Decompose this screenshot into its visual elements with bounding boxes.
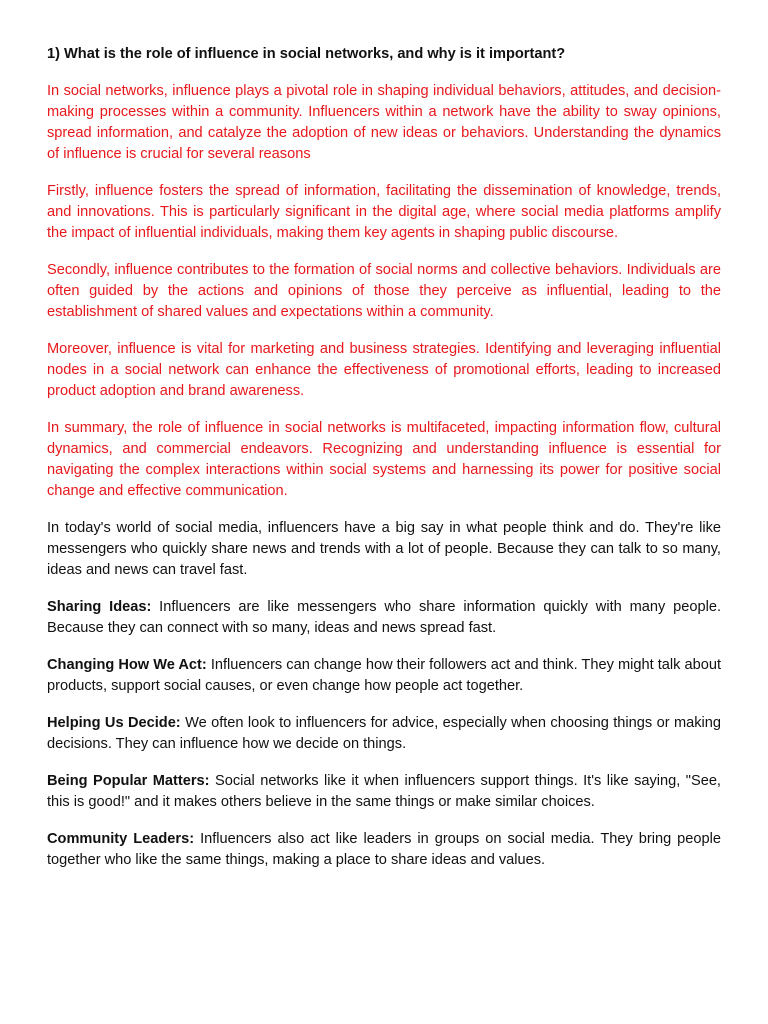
point-being-popular-matters	[47, 771, 721, 813]
point-text: Influencers are like messengers who share information quickly with many people. Because they can connect with so many, ideas and news spread fast.	[47, 599, 721, 636]
answer-paragraph: Moreover, influence is vital for marketing and business strategies. Identifying and leveraging influential nodes in a social network can enhance the effectiveness of promotional efforts, leading to increased product adoption and brand awareness.	[47, 341, 721, 399]
point-text: We often look to influencers for advice, especially when choosing things or making decisions. They can influence how we decide on things.	[47, 715, 721, 752]
point-community-leaders	[47, 829, 721, 871]
point-term: Changing How We Act:	[47, 657, 207, 673]
point-term: Sharing Ideas:	[47, 599, 152, 615]
intro-paragraph: In today's world of social media, influencers have a big say in what people think and do. They're like messengers who quickly share news and trends with a lot of people. Because they can talk to so many, ideas and news can travel fast.	[47, 520, 721, 578]
point-changing-how-we-act	[47, 655, 721, 697]
answer-paragraph: Firstly, influence fosters the spread of information, facilitating the dissemination of knowledge, trends, and innovations. This is particularly significant in the digital age, where social media platforms amplify the impact of influential individuals, making them key agents in shaping public discourse.	[47, 183, 721, 241]
point-text: Social networks like it when influencers support things. It's like saying, "See, this is good!" and it makes others believe in the same things or make similar choices.	[47, 773, 721, 810]
point-text: Influencers can change how their followers act and think. They might talk about products, support social causes, or even change how people act together.	[47, 657, 722, 694]
point-text: Influencers also act like leaders in groups on social media. They bring people together who like the same things, making a place to share ideas and values.	[47, 831, 722, 868]
point-term: Community Leaders:	[47, 831, 195, 847]
point-helping-us-decide	[47, 713, 721, 755]
answer-paragraph: In social networks, influence plays a pivotal role in shaping individual behaviors, attitudes, and decision-making processes within a community. Influencers within a network have the ability to sway opinions, spread information, and catalyze the adoption of new ideas or behaviors. Understanding the dynamics of influence is crucial for several reasons	[47, 83, 721, 162]
answer-paragraph: Secondly, influence contributes to the formation of social norms and collective behaviors. Individuals are often guided by the actions and opinions of those they perceive as influential, leading to the establishment of shared values and expectations within a community.	[47, 262, 721, 320]
answer-paragraph: In summary, the role of influence in social networks is multifaceted, impacting information flow, cultural dynamics, and commercial endeavors. Recognizing and understanding influence is essential for navigating the complex interactions within social systems and harnessing its power for positive social change and effective communication.	[47, 420, 721, 499]
question-heading: 1) What is the role of influence in social networks, and why is it important?	[47, 46, 566, 62]
point-term: Helping Us Decide:	[47, 715, 181, 731]
point-sharing-ideas	[47, 597, 721, 639]
point-term: Being Popular Matters:	[47, 773, 210, 789]
